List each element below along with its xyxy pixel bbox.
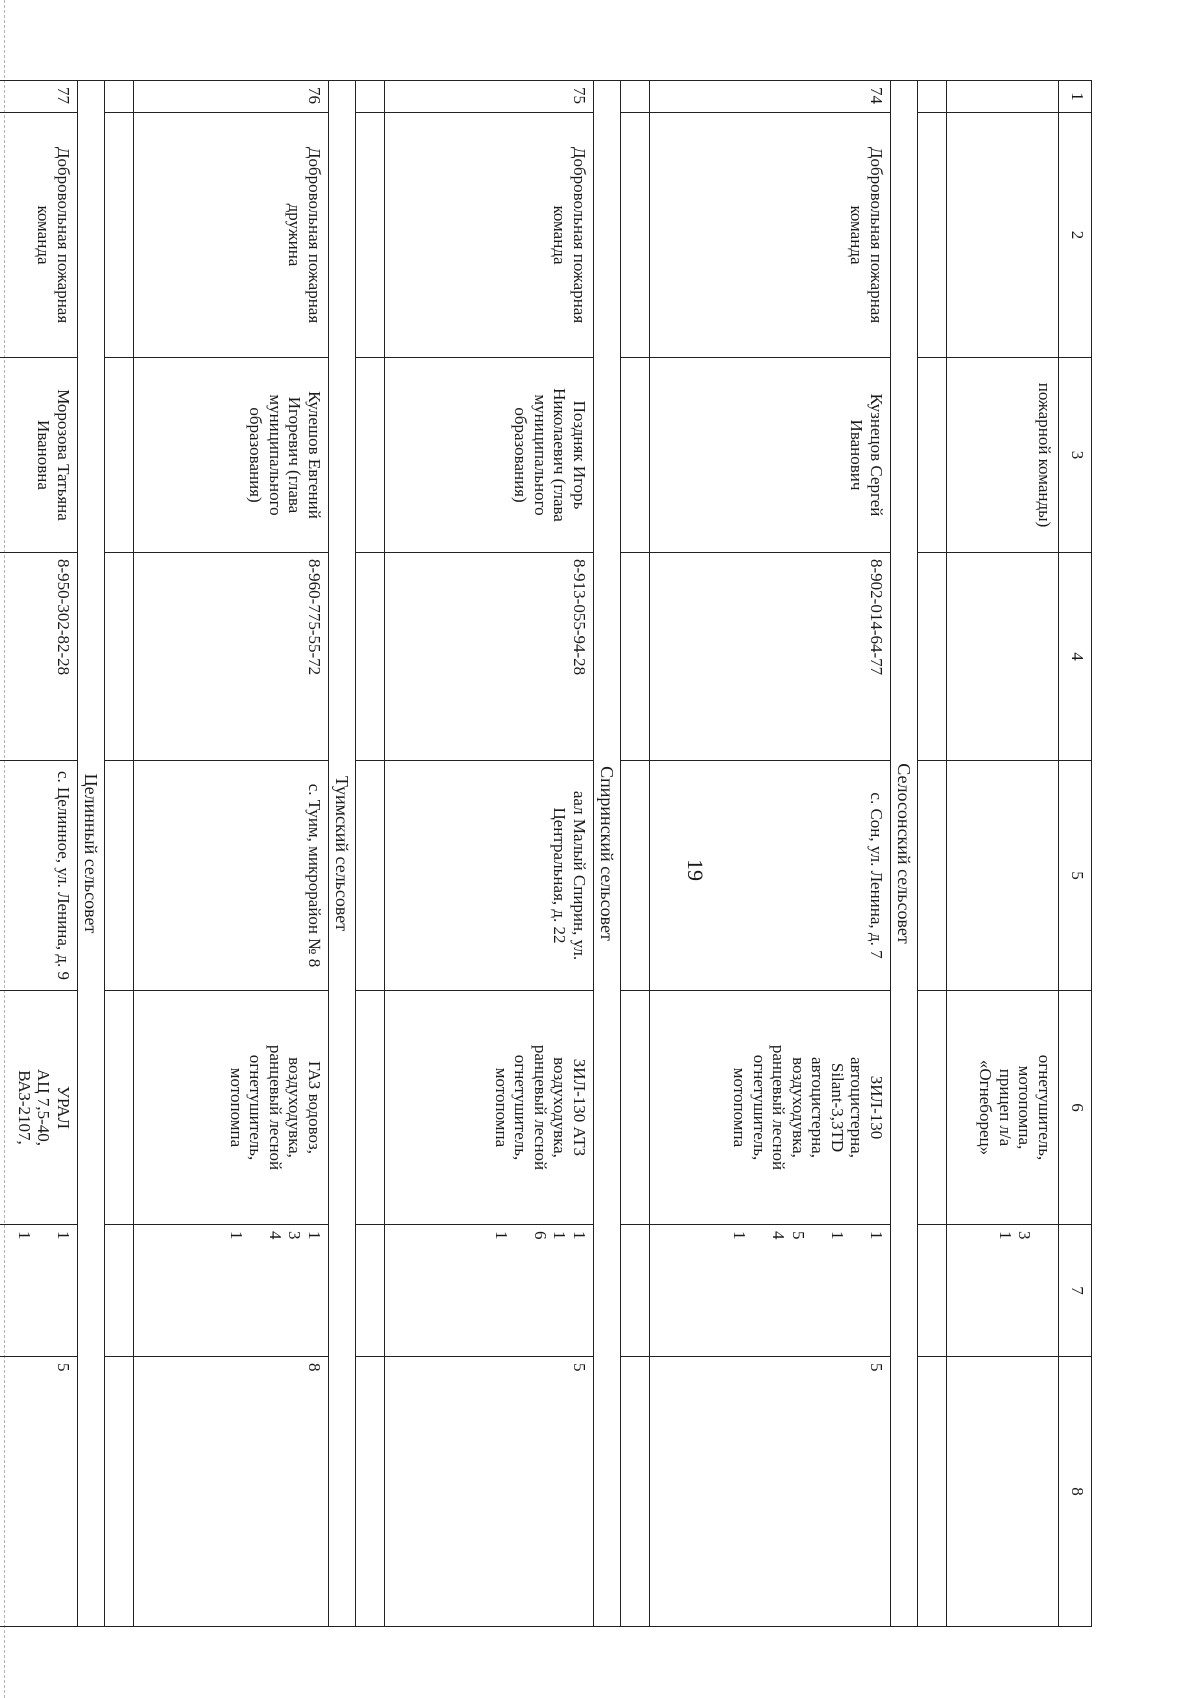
page-number: 19 [683,859,708,881]
count-value: 1 [305,1231,324,1240]
spacer-row [356,81,385,1627]
equipment-line: воздуходувка, [550,1057,570,1158]
header-cell: 2 [1059,113,1092,358]
spacer-cell [621,553,650,761]
section-header-row [891,81,918,1627]
section-header-row [78,81,105,1627]
header-cell: 3 [1059,358,1092,553]
address-cell [947,761,1059,991]
num-cell [947,81,1059,113]
spacer-cell [356,113,385,358]
table-row [134,81,329,1627]
count-value [511,1231,531,1350]
equipment-cell [650,991,891,1225]
spacer-cell [105,761,134,991]
equipment-line: «Огнеборец» [976,1059,996,1156]
spacer-cell [918,81,947,113]
head-cell: Поздняк Игорь Николаевич (глава муниципального образования) [385,358,594,553]
header-cell: 1 [1059,81,1092,113]
spacer-cell [356,81,385,113]
equipment-line: мотопомпа, [1015,1065,1035,1150]
equipment-line: воздуходувка, [788,1057,808,1158]
count-value: 1 [827,1231,847,1240]
count-cell [0,1225,78,1357]
count-value [1034,1231,1054,1350]
spacer-cell [918,113,947,358]
spacer-cell [918,761,947,991]
num-cell: 77 [0,81,78,113]
header-cell: 6 [1059,991,1092,1225]
header-cell: 7 [1059,1225,1092,1357]
spacer-cell [356,1357,385,1627]
equipment-line: ВАЗ-2107, [14,1070,34,1145]
spacer-cell [356,358,385,553]
count-value: 4 [769,1231,789,1240]
equipment-line: УРАЛ [54,1085,73,1130]
equipment-line: ГАЗ водовоз, [305,1060,324,1155]
count-value [749,1231,769,1350]
address-cell: с. Целинное, ул. Ленина, д. 9 [0,761,78,991]
head-cell: пожарной команды) [947,358,1059,553]
head-cell: Кузнецов Сергей Иванович [650,358,891,553]
phone-cell: 8-913-055-94-28 [385,553,594,761]
section-header-row [329,81,356,1627]
equipment-line: огнетушитель, [511,1054,531,1161]
equipment-line: мотопомпа [226,1067,246,1148]
count-value [847,1231,867,1350]
spacer-row [105,81,134,1627]
count-value: 1 [226,1231,246,1240]
spacer-cell [918,991,947,1225]
spacer-cell [621,991,650,1225]
equipment-line: мотопомпа [730,1067,750,1148]
section-title: Селосонский сельсовет [891,81,918,1627]
section-title: Целинный сельсовет [78,81,105,1627]
equipment-line: ЗИЛ-130 АТЗ [570,1058,589,1157]
head-cell: Морозова Татьяна Ивановна [0,358,78,553]
count-value: 1 [867,1231,886,1240]
section-header-row [594,81,621,1627]
type-cell: Добровольная пожарная команда [385,113,594,358]
count-value: 1 [14,1231,34,1240]
total-cell: 5 [0,1357,78,1627]
phone-cell [947,553,1059,761]
count-cell [385,1225,594,1357]
total-cell: 5 [385,1357,594,1627]
spacer-cell [105,1225,134,1357]
spacer-cell [105,113,134,358]
address-cell: с. Туим, микрорайон № 8 [134,761,329,991]
equipment-cell [0,991,78,1225]
count-value: 1 [570,1231,589,1240]
spacer-cell [918,553,947,761]
spacer-cell [356,991,385,1225]
equipment-line: Silant-3,3TD [827,1062,847,1153]
num-cell: 75 [385,81,594,113]
address-cell: с. Сон, ул. Ленина, д. 7 [650,761,891,991]
spacer-row [918,81,947,1627]
spacer-cell [105,1357,134,1627]
fire-brigades-table [0,80,1092,1627]
equipment-line: автоцистерна, [808,1057,828,1158]
spacer-cell [105,358,134,553]
spacer-cell [918,1357,947,1627]
header-cell: 8 [1059,1357,1092,1627]
table-row [0,81,78,1627]
spacer-row [621,81,650,1627]
count-cell [947,1225,1059,1357]
table-row [650,81,891,1627]
count-value [34,1231,54,1350]
type-cell: Добровольная пожарная команда [650,113,891,358]
spacer-cell [918,1225,947,1357]
equipment-line: огнетушитель, [1035,1054,1054,1161]
spacer-cell [621,81,650,113]
num-cell: 74 [650,81,891,113]
header-row [1059,81,1092,1627]
equipment-line: мотопомпа [491,1067,511,1148]
count-value [246,1231,266,1350]
equipment-line: ранцевый лесной [769,1044,789,1171]
count-value: 3 [285,1231,305,1240]
equipment-cell [134,991,329,1225]
table-row [385,81,594,1627]
address-cell: аал Малый Спирин, ул. Центральная, д. 22 [385,761,594,991]
type-cell [947,113,1059,358]
count-cell [650,1225,891,1357]
equipment-line: ранцевый лесной [265,1044,285,1171]
count-value: 6 [530,1231,550,1240]
count-value: 1 [995,1231,1015,1240]
spacer-cell [621,1225,650,1357]
spacer-cell [621,761,650,991]
count-value: 1 [491,1231,511,1240]
total-cell: 8 [134,1357,329,1627]
equipment-line: прицеп л/а [995,1068,1015,1147]
section-title: Спиринский сельсовет [594,81,621,1627]
equipment-line: автоцистерна, [847,1057,867,1158]
total-cell: 5 [650,1357,891,1627]
count-value [808,1231,828,1350]
type-cell: Добровольная пожарная команда [0,113,78,358]
section-title: Туимский сельсовет [329,81,356,1627]
equipment-cell [385,991,594,1225]
count-value: 1 [729,1231,749,1240]
count-value: 3 [1015,1231,1035,1240]
header-cell: 5 [1059,761,1092,991]
spacer-cell [621,113,650,358]
spacer-cell [105,553,134,761]
type-cell: Добровольная пожарная дружина [134,113,329,358]
spacer-cell [621,358,650,553]
spacer-cell [356,1225,385,1357]
equipment-line: ранцевый лесной [530,1044,550,1171]
header-cell: 4 [1059,553,1092,761]
spacer-cell [621,1357,650,1627]
spacer-cell [356,553,385,761]
equipment-line: огнетушитель, [246,1054,266,1161]
total-cell [947,1357,1059,1627]
num-cell: 76 [134,81,329,113]
count-value: 4 [265,1231,285,1240]
count-value: 1 [550,1231,570,1240]
head-cell: Кулешов Евгений Игоревич (глава муниципального образования) [134,358,329,553]
count-cell [134,1225,329,1357]
spacer-cell [105,81,134,113]
equipment-line: АЦ 7,5-40, [34,1069,54,1146]
equipment-line: воздуходувка, [285,1057,305,1158]
continuation-row [947,81,1059,1627]
count-value: 5 [788,1231,808,1240]
equipment-line: ЗИЛ-130 [867,1075,886,1140]
phone-cell: 8-902-014-64-77 [650,553,891,761]
spacer-cell [105,991,134,1225]
rotated-table-wrapper [14,80,1092,1626]
count-value: 1 [54,1231,73,1240]
phone-cell: 8-960-775-55-72 [134,553,329,761]
phone-cell: 8-950-302-82-28 [0,553,78,761]
spacer-cell [918,358,947,553]
count-value [976,1231,996,1350]
equipment-line: огнетушитель, [749,1054,769,1161]
equipment-cell [947,991,1059,1225]
spacer-cell [356,761,385,991]
